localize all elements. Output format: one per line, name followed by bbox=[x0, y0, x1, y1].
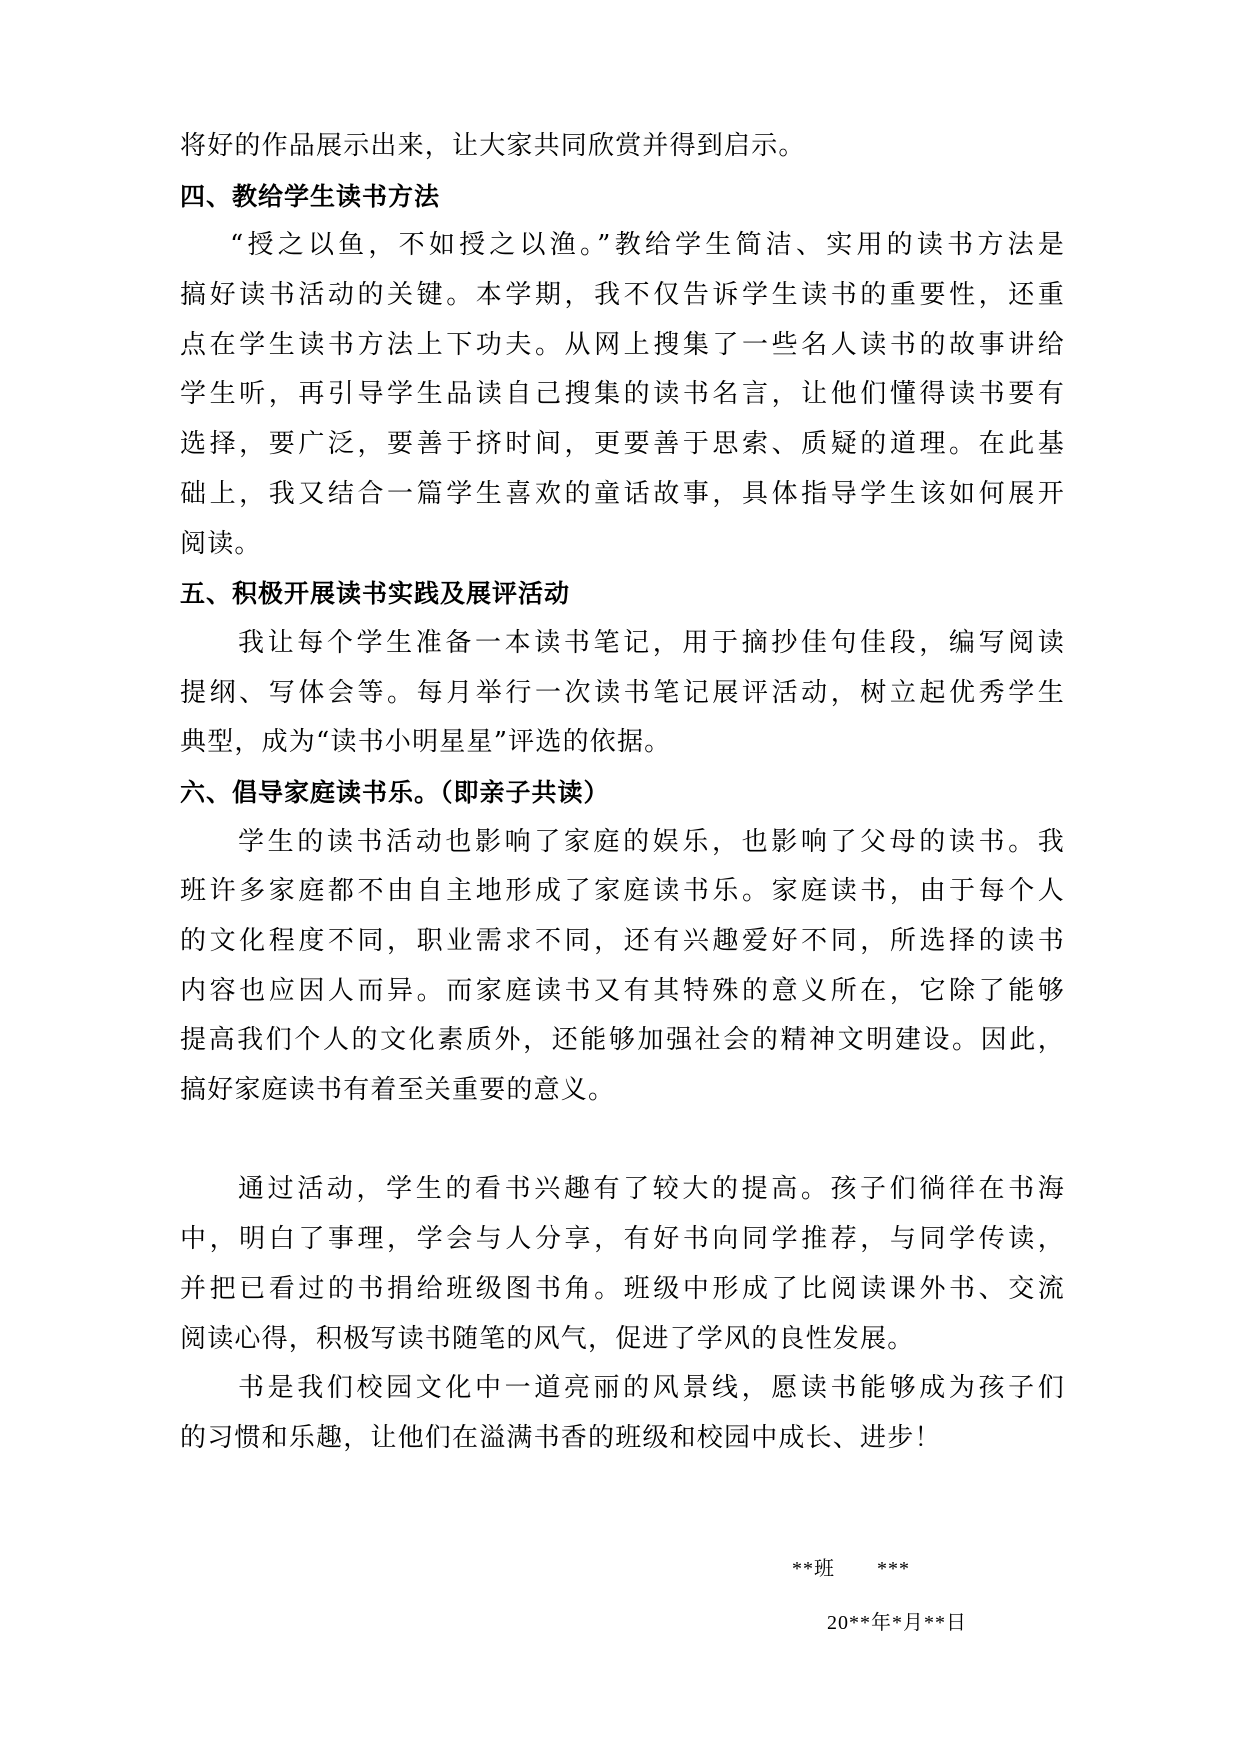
body-text-line: “授之以鱼，不如授之以渔。”教给学生简洁、实用的读书方法是 bbox=[230, 230, 1065, 261]
body-text-line: 的习惯和乐趣，让他们在溢满书香的班级和校园中成长、进步！ bbox=[180, 1422, 942, 1453]
body-text-line: 并把已看过的书捐给班级图书角。班级中形成了比阅读课外书、交流 bbox=[180, 1273, 1065, 1304]
signature-class: **班 *** bbox=[792, 1558, 910, 1580]
body-text-line: 搞好家庭读书有着至关重要的意义。 bbox=[180, 1075, 616, 1106]
body-text-line: 内容也应因人而异。而家庭读书又有其特殊的意义所在，它除了能够 bbox=[180, 975, 1065, 1006]
body-text-line: 搞好读书活动的关键。本学期，我不仅告诉学生读书的重要性，还重 bbox=[180, 280, 1065, 311]
body-text-line: 通过活动，学生的看书兴趣有了较大的提高。孩子们徜徉在书海 bbox=[238, 1174, 1065, 1205]
paragraph-spacer bbox=[180, 1116, 1065, 1166]
body-text-line: 学生听，再引导学生品读自己搜集的读书名言，让他们懂得读书要有 bbox=[180, 379, 1065, 410]
body-text-line: 典型，成为“读书小明星星”评选的依据。 bbox=[180, 727, 672, 758]
body-text-line: 提高我们个人的文化素质外，还能够加强社会的精神文明建设。因此， bbox=[180, 1025, 1065, 1056]
section-heading-5: 五、积极开展读书实践及展评活动 bbox=[180, 579, 571, 609]
section-heading-4: 四、教给学生读书方法 bbox=[180, 181, 441, 211]
body-text-line: 提纲、写体会等。每月举行一次读书笔记展评活动，树立起优秀学生 bbox=[180, 677, 1065, 708]
body-text-line: 选择，要广泛，要善于挤时间，更要善于思索、质疑的道理。在此基 bbox=[180, 429, 1065, 460]
document-body bbox=[180, 122, 1065, 1464]
body-text-line: 点在学生读书方法上下功夫。从网上搜集了一些名人读书的故事讲给 bbox=[180, 329, 1065, 360]
body-text-line: 的文化程度不同，职业需求不同，还有兴趣爱好不同，所选择的读书 bbox=[180, 926, 1065, 956]
section-heading-6: 六、倡导家庭读书乐。（即亲子共读） bbox=[180, 777, 610, 807]
body-text-line: 中，明白了事理，学会与人分享，有好书向同学推荐，与同学传读， bbox=[180, 1224, 1065, 1255]
body-text-line: 础上，我又结合一篇学生喜欢的童话故事，具体指导学生该如何展开 bbox=[180, 478, 1065, 509]
body-text-line: 我让每个学生准备一本读书笔记，用于摘抄佳句佳段，编写阅读 bbox=[238, 627, 1065, 658]
body-text-line: 书是我们校园文化中一道亮丽的风景线，愿读书能够成为孩子们 bbox=[238, 1373, 1065, 1404]
signature-date: 20**年*月**日 bbox=[827, 1612, 967, 1634]
body-text-line: 班许多家庭都不由自主地形成了家庭读书乐。家庭读书，由于每个人 bbox=[180, 876, 1065, 907]
body-text-line: 学生的读书活动也影响了家庭的娱乐，也影响了父母的读书。我 bbox=[238, 826, 1065, 857]
body-text-line: 阅读心得，积极写读书随笔的风气，促进了学风的良性发展。 bbox=[180, 1323, 915, 1354]
body-text-line: 将好的作品展示出来，让大家共同欣赏并得到启示。 bbox=[180, 131, 806, 161]
body-text-line: 阅读。 bbox=[180, 528, 262, 559]
